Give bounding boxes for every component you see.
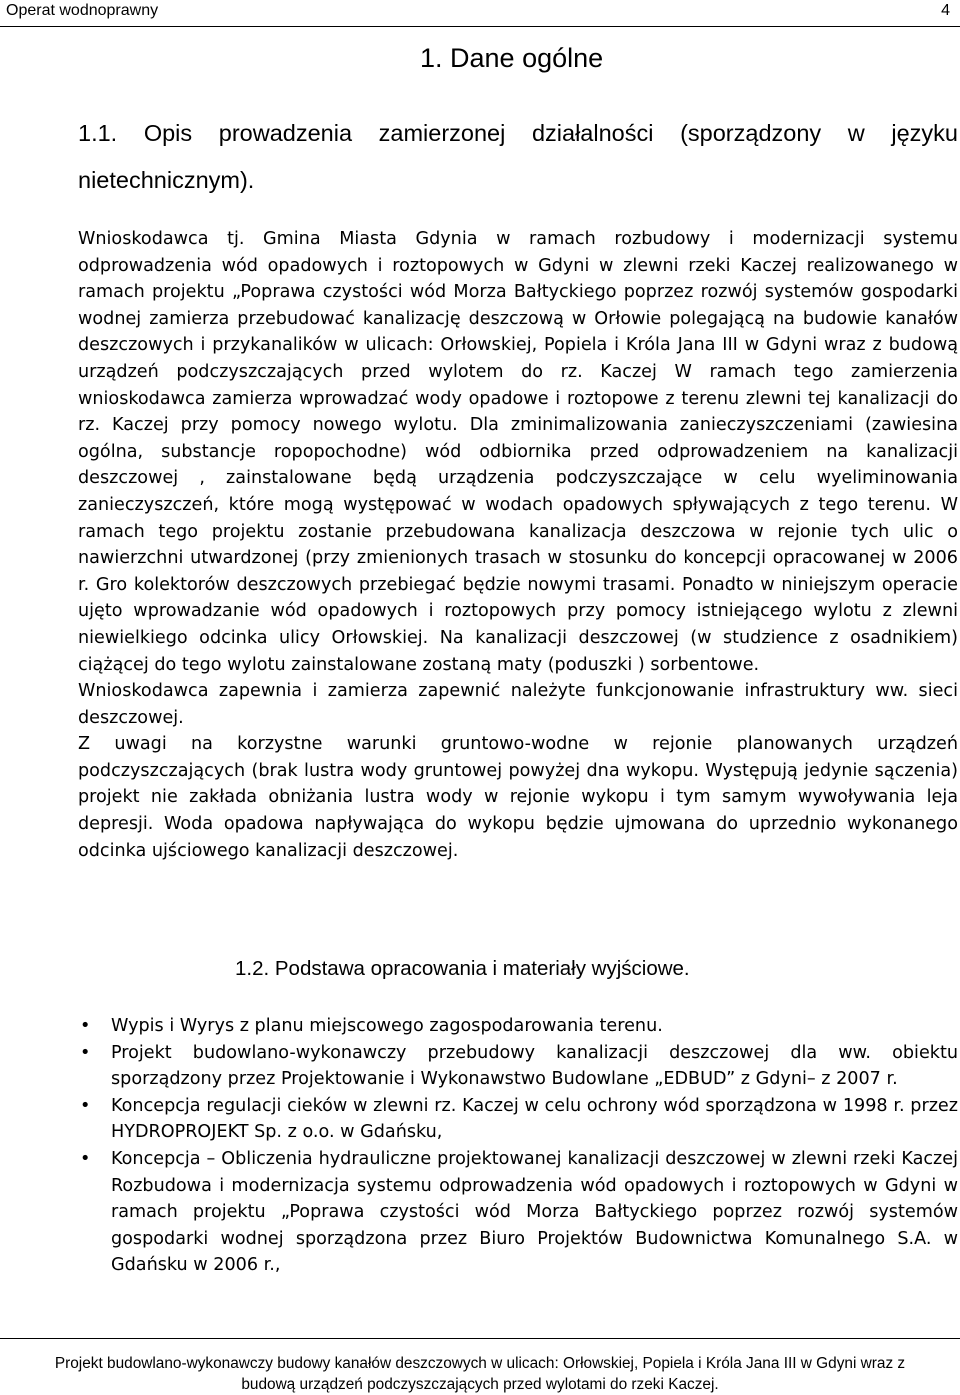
document-title: Operat wodnoprawny [6,2,159,19]
paragraph-main: Wnioskodawca tj. Gmina Miasta Gdynia w ramach rozbudowy i modernizacji systemu odprowadzenia wód opadowych i roztopowych w Gdyni w zlewni rzeki Kaczej realizowanego w ramach projektu „Poprawa czystości wód Morza Bałtyckiego poprzez rozwój systemów gospodarki wodnej zamierza przebudować kanalizację deszczową w Orłowie polegającą na budowie kanałów deszczowych i przykanalików w ulicach: Orłowskiej, Popiela i Króla Jana III w Gdyni wraz z budową urządzeń podczyszczających przed wylotem do rz. Kaczej W ramach tego zamierzenia wnioskodawca zamierza wprowadzać wody opadowe i roztopowe z terenu zlewni tej kanalizacji do rz. Kaczej przy pomocy nowego wylotu. Dla zminimalizowania zanieczyszczeniami (zawiesina ogólna, substancje ropopochodne) wód odbiornika przed odprowadzeniem na kanalizacji deszczowej , zainstalowane będą urządzenia podczyszczające w celu wyeliminowania zanieczyszczeń, które mogą występować w wodach opadowych spływających z tego terenu. W ramach tego projektu zostanie przebudowana kanalizacja deszczowa w rejonie tych ulic o nawierzchni utwardzonej (przy zmienionych trasach w stosunku do koncepcji opracowanej w 2006 r. Gro kolektorów deszczowych przebiegać będzie nowymi trasami. Ponadto w niniejszym operacie ujęto wprowadzanie wód opadowych i roztopowych przy pomocy istniejącego wylotu z zlewni niewielkiego odcinka ulicy Orłowskiej. Na kanalizacji deszczowej (w studzience z osadnikiem) ciążącej do tego wylotu zainstalowane zostaną maty (poduszki ) sorbentowe. [78,229,958,675]
footer-line-1: Projekt budowlano-wykonawczy budowy kanałów deszczowych w ulicach: Orłowskiej, Popiela i Króla Jana III w Gdyni wraz z [54,1355,906,1372]
section-heading-1-1: 1.1. Opis prowadzenia zamierzonej działalności (sporządzony w języku nietechnicznym). [78,120,958,193]
list-item [78,1093,958,1146]
page-footer [0,1338,960,1395]
bullet-icon: • [80,1042,91,1063]
list-item [78,1013,958,1040]
bullet-icon: • [80,1148,91,1169]
list-item-text: Koncepcja – Obliczenia hydrauliczne projektowanej kanalizacji deszczowej w zlewni rzeki Kaczej Rozbudowa i modernizacja systemu odprowadzenia wód opadowych i roztopowych w Gdyni w ramach projektu „Poprawa czystości wód Morza Bałtyckiego poprzez rozwój systemów gospodarki wodnej sporządzona przez Biuro Projektów Budownictwa Komunalnego S.A. w Gdańsku w 2006 r., [111,1148,958,1276]
bullet-icon: • [80,1016,91,1036]
list-item [78,1040,958,1093]
bullet-icon: • [80,1095,91,1116]
paragraph-groundwater: Z uwagi na korzystne warunki gruntowo-wodne w rejonie planowanych urządzeń podczyszczających (brak lustra wody gruntowej powyżej dna wykopu. Występują jedynie sączenia) projekt nie zakłada obniżania lustra wody w rejonie wykopu i tym samym wywoływania leja depresji. Woda opadowa napływająca do wykopu będzie ujmowana do uprzednio wykonanego odcinka ujściowego kanalizacji deszczowej. [78,734,958,861]
page-number: 4 [941,2,950,19]
section-heading-1: 1. Dane ogólne [420,43,604,73]
list-item-text: Wypis i Wyrys z planu miejscowego zagospodarowania terenu. [111,1016,663,1036]
footer-line-2: budową urządzeń podczyszczających przed wylotami do rzeki Kaczej. [241,1376,719,1393]
list-item-text: Projekt budowlano-wykonawczy przebudowy kanalizacji deszczowej dla ww. obiektu sporządzony przez Projektowanie i Wykonawstwo Budowlane „EDBUD” z Gdyni– z 2007 r. [111,1042,958,1090]
source-materials-list [78,1013,958,1279]
page-header [0,0,960,27]
list-item [78,1146,958,1279]
body-text [78,226,958,864]
section-heading-1-2: 1.2. Podstawa opracowania i materiały wyjściowe. [235,957,690,980]
paragraph-infrastructure: Wnioskodawca zapewnia i zamierza zapewnić należyte funkcjonowanie infrastruktury ww. sieci deszczowej. [78,681,958,728]
list-item-text: Koncepcja regulacji cieków w zlewni rz. Kaczej w celu ochrony wód sporządzona w 1998 r. przez HYDROPROJEKT Sp. z o.o. w Gdańsku, [111,1095,958,1143]
